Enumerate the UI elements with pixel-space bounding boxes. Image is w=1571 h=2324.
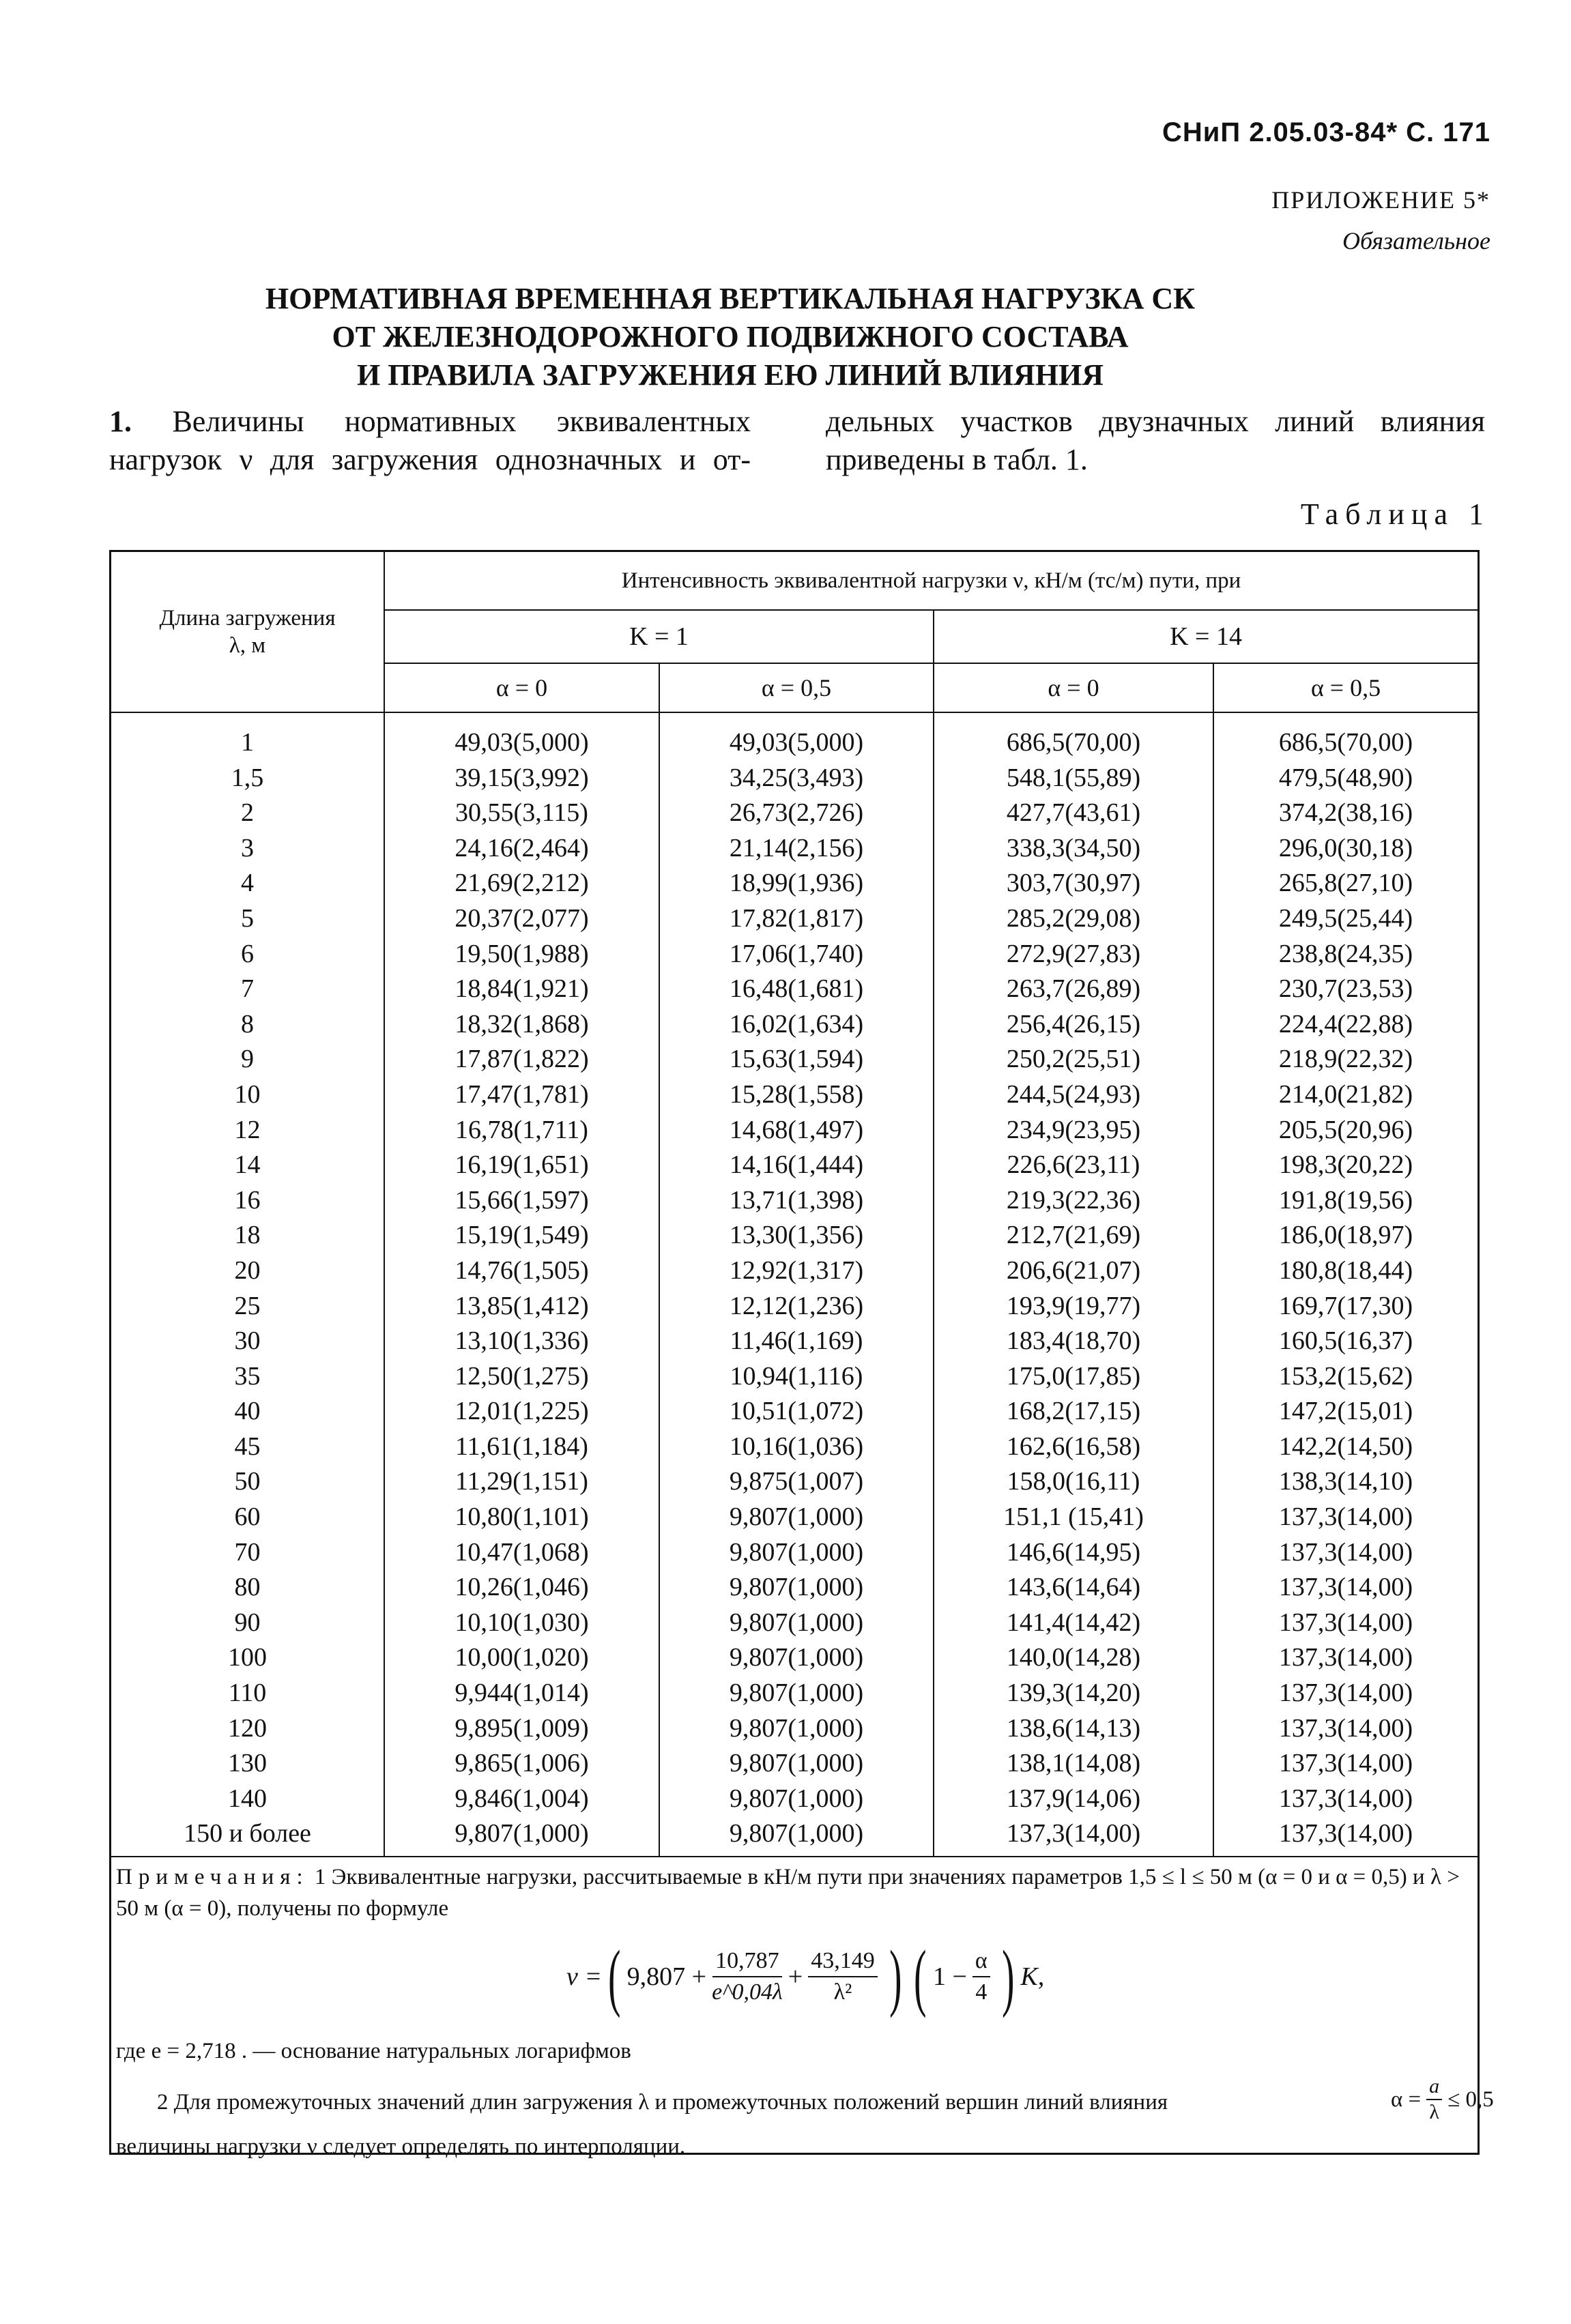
table-row xyxy=(111,1042,1478,1077)
table-row xyxy=(111,1640,1478,1676)
cell-value: 143,6(14,64) xyxy=(934,1570,1213,1606)
cell-length: 80 xyxy=(111,1570,384,1606)
cell-length: 18 xyxy=(111,1218,384,1253)
formula-frac-1: $\frac{10,787}{e\^{}0,04\lambda}$ xyxy=(712,1946,783,2007)
cell-value: 142,2(14,50) xyxy=(1213,1429,1478,1465)
cell-value: 212,7(21,69) xyxy=(934,1218,1213,1253)
table-row xyxy=(111,1711,1478,1747)
cell-value: 285,2(29,08) xyxy=(934,901,1213,937)
cell-value: 218,9(22,32) xyxy=(1213,1042,1478,1077)
cell-value: 10,00(1,020) xyxy=(384,1640,659,1676)
cell-value: 9,807(1,000) xyxy=(659,1570,934,1606)
cell-value: 265,8(27,10) xyxy=(1213,866,1478,901)
table-row xyxy=(111,866,1478,901)
cell-value: 198,3(20,22) xyxy=(1213,1148,1478,1183)
cell-value: 263,7(26,89) xyxy=(934,972,1213,1007)
table-row xyxy=(111,796,1478,831)
cell-value: 9,807(1,000) xyxy=(659,1711,934,1747)
cell-value: 138,3(14,10) xyxy=(1213,1464,1478,1500)
cell-value: 137,9(14,06) xyxy=(934,1782,1213,1817)
cell-value: 151,1 (15,41) xyxy=(934,1500,1213,1535)
cell-value: 15,28(1,558) xyxy=(659,1077,934,1113)
cell-length: 10 xyxy=(111,1077,384,1113)
cell-value: 9,807(1,000) xyxy=(659,1606,934,1641)
cell-value: 13,10(1,336) xyxy=(384,1324,659,1359)
cell-value: 137,3(14,00) xyxy=(1213,1570,1478,1606)
cell-value: 12,01(1,225) xyxy=(384,1394,659,1429)
cell-length: 25 xyxy=(111,1289,384,1324)
table-row xyxy=(111,1816,1478,1857)
cell-length: 120 xyxy=(111,1711,384,1747)
cell-value: 17,82(1,817) xyxy=(659,901,934,937)
table-row xyxy=(111,1535,1478,1571)
formula-where: где e = 2,718 . — основание натуральных логарифмов xyxy=(116,2039,631,2063)
cell-value: 13,71(1,398) xyxy=(659,1183,934,1219)
cell-value: 16,19(1,651) xyxy=(384,1148,659,1183)
cell-value: 160,5(16,37) xyxy=(1213,1324,1478,1359)
cell-value: 9,875(1,007) xyxy=(659,1464,934,1500)
cell-value: 250,2(25,51) xyxy=(934,1042,1213,1077)
table-row xyxy=(111,1676,1478,1711)
formula-frac-3: $\frac{\alpha}{4}$ xyxy=(972,1946,990,2007)
table-row xyxy=(111,1007,1478,1043)
table-row xyxy=(111,901,1478,937)
cell-value: 256,4(26,15) xyxy=(934,1007,1213,1043)
load-table xyxy=(111,552,1478,1857)
cell-length: 14 xyxy=(111,1148,384,1183)
cell-length: 1,5 xyxy=(111,761,384,796)
cell-value: 193,9(19,77) xyxy=(934,1289,1213,1324)
paragraph-left xyxy=(109,403,751,479)
cell-value: 138,6(14,13) xyxy=(934,1711,1213,1747)
cell-value: 162,6(16,58) xyxy=(934,1429,1213,1465)
col-header-length xyxy=(111,552,384,712)
notes-label: Примечания: xyxy=(116,1865,309,1889)
cell-value: 9,807(1,000) xyxy=(659,1535,934,1571)
cell-length: 40 xyxy=(111,1394,384,1429)
cell-length: 100 xyxy=(111,1640,384,1676)
cell-length: 9 xyxy=(111,1042,384,1077)
table-row xyxy=(111,1746,1478,1782)
formula-frac-2: $\frac{43,149}{\text{λ²}}$ xyxy=(808,1946,878,2007)
cell-value: 16,48(1,681) xyxy=(659,972,934,1007)
table-row xyxy=(111,1218,1478,1253)
cell-value: 338,3(34,50) xyxy=(934,831,1213,867)
table-row xyxy=(111,972,1478,1007)
cell-value: 686,5(70,00) xyxy=(1213,712,1478,761)
cell-value: 249,5(25,44) xyxy=(1213,901,1478,937)
cell-value: 141,4(14,42) xyxy=(934,1606,1213,1641)
cell-value: 17,87(1,822) xyxy=(384,1042,659,1077)
table-row xyxy=(111,1429,1478,1465)
cell-value: 137,3(14,00) xyxy=(1213,1782,1478,1817)
cell-value: 230,7(23,53) xyxy=(1213,972,1478,1007)
cell-value: 9,807(1,000) xyxy=(659,1676,934,1711)
cell-length: 4 xyxy=(111,866,384,901)
header-k1: K = 1 xyxy=(384,610,934,663)
cell-value: 9,846(1,004) xyxy=(384,1782,659,1817)
cell-value: 238,8(24,35) xyxy=(1213,937,1478,972)
cell-value: 137,3(14,00) xyxy=(1213,1535,1478,1571)
cell-value: 214,0(21,82) xyxy=(1213,1077,1478,1113)
cell-value: 19,50(1,988) xyxy=(384,937,659,972)
cell-value: 205,5(20,96) xyxy=(1213,1113,1478,1148)
cell-value: 26,73(2,726) xyxy=(659,796,934,831)
header-k14-alpha0: α = 0 xyxy=(934,663,1213,712)
cell-value: 153,2(15,62) xyxy=(1213,1359,1478,1395)
cell-value: 183,4(18,70) xyxy=(934,1324,1213,1359)
cell-value: 21,69(2,212) xyxy=(384,866,659,901)
table-row xyxy=(111,1148,1478,1183)
cell-value: 10,80(1,101) xyxy=(384,1500,659,1535)
note-2: 2 Для промежуточных значений длин загружения λ и промежуточных положений вершин линий влияния xyxy=(157,2090,1168,2115)
cell-value: 234,9(23,95) xyxy=(934,1113,1213,1148)
cell-value: 137,3(14,00) xyxy=(1213,1500,1478,1535)
header-k14-alpha05: α = 0,5 xyxy=(1213,663,1478,712)
cell-value: 374,2(38,16) xyxy=(1213,796,1478,831)
table-caption: Таблица 1 xyxy=(1300,497,1490,531)
cell-value: 15,66(1,597) xyxy=(384,1183,659,1219)
cell-value: 18,99(1,936) xyxy=(659,866,934,901)
cell-length: 90 xyxy=(111,1606,384,1641)
cell-value: 137,3(14,00) xyxy=(1213,1746,1478,1782)
note-1 xyxy=(116,1861,1474,1924)
cell-value: 9,944(1,014) xyxy=(384,1676,659,1711)
cell-value: 34,25(3,493) xyxy=(659,761,934,796)
table-row xyxy=(111,1359,1478,1395)
cell-value: 158,0(16,11) xyxy=(934,1464,1213,1500)
cell-value: 296,0(30,18) xyxy=(1213,831,1478,867)
cell-value: 206,6(21,07) xyxy=(934,1253,1213,1289)
cell-value: 39,15(3,992) xyxy=(384,761,659,796)
cell-value: 137,3(14,00) xyxy=(1213,1640,1478,1676)
cell-length: 140 xyxy=(111,1782,384,1817)
table-row xyxy=(111,1077,1478,1113)
cell-value: 14,68(1,497) xyxy=(659,1113,934,1148)
cell-value: 224,4(22,88) xyxy=(1213,1007,1478,1043)
cell-length: 150 и более xyxy=(111,1816,384,1857)
cell-length: 35 xyxy=(111,1359,384,1395)
formula: ν = ( 9,807 + $\frac{10,787}{e\^{}0,04\lambda}$ + $\frac{43,149}{\text{λ²}}$ ) ( 1 − $\frac{\alpha}{4}$ ) K, xyxy=(566,1935,1045,2018)
cell-value: 11,46(1,169) xyxy=(659,1324,934,1359)
cell-length: 130 xyxy=(111,1746,384,1782)
cell-value: 139,3(14,20) xyxy=(934,1676,1213,1711)
table-row xyxy=(111,1570,1478,1606)
cell-value: 168,2(17,15) xyxy=(934,1394,1213,1429)
paragraph-left-text: Величины нормативных эквивалентных нагрузок ν для загружения однозначных и от- xyxy=(109,405,751,476)
table-row xyxy=(111,1394,1478,1429)
cell-length: 6 xyxy=(111,937,384,972)
cell-value: 9,807(1,000) xyxy=(659,1782,934,1817)
table-row xyxy=(111,937,1478,972)
cell-value: 137,3(14,00) xyxy=(1213,1676,1478,1711)
cell-value: 9,807(1,000) xyxy=(659,1500,934,1535)
cell-value: 21,14(2,156) xyxy=(659,831,934,867)
cell-length: 30 xyxy=(111,1324,384,1359)
cell-value: 10,16(1,036) xyxy=(659,1429,934,1465)
cell-value: 20,37(2,077) xyxy=(384,901,659,937)
cell-value: 17,47(1,781) xyxy=(384,1077,659,1113)
cell-value: 11,61(1,184) xyxy=(384,1429,659,1465)
cell-value: 14,16(1,444) xyxy=(659,1148,934,1183)
cell-value: 10,10(1,030) xyxy=(384,1606,659,1641)
table-row xyxy=(111,1113,1478,1148)
cell-value: 9,807(1,000) xyxy=(659,1816,934,1857)
cell-value: 12,12(1,236) xyxy=(659,1289,934,1324)
cell-value: 16,02(1,634) xyxy=(659,1007,934,1043)
cell-length: 2 xyxy=(111,796,384,831)
appendix-label: ПРИЛОЖЕНИЕ 5* xyxy=(1271,186,1490,214)
cell-value: 11,29(1,151) xyxy=(384,1464,659,1500)
cell-length: 7 xyxy=(111,972,384,1007)
table-row xyxy=(111,1782,1478,1817)
col-header-length-text: Длина загружения λ, м xyxy=(159,606,336,658)
title-line: НОРМАТИВНАЯ ВРЕМЕННАЯ ВЕРТИКАЛЬНАЯ НАГРУЗКА СК xyxy=(265,282,1196,315)
cell-value: 169,7(17,30) xyxy=(1213,1289,1478,1324)
cell-length: 8 xyxy=(111,1007,384,1043)
cell-length: 1 xyxy=(111,712,384,761)
table-row xyxy=(111,761,1478,796)
cell-value: 244,5(24,93) xyxy=(934,1077,1213,1113)
header-k1-alpha0: α = 0 xyxy=(384,663,659,712)
cell-value: 14,76(1,505) xyxy=(384,1253,659,1289)
cell-value: 9,865(1,006) xyxy=(384,1746,659,1782)
cell-value: 137,3(14,00) xyxy=(1213,1711,1478,1747)
title-line: ОТ ЖЕЛЕЗНОДОРОЖНОГО ПОДВИЖНОГО СОСТАВА xyxy=(332,320,1129,353)
cell-value: 180,8(18,44) xyxy=(1213,1253,1478,1289)
cell-value: 140,0(14,28) xyxy=(934,1640,1213,1676)
cell-value: 186,0(18,97) xyxy=(1213,1218,1478,1253)
table-row xyxy=(111,1464,1478,1500)
table-row xyxy=(111,1289,1478,1324)
cell-length: 3 xyxy=(111,831,384,867)
cell-value: 137,3(14,00) xyxy=(934,1816,1213,1857)
cell-length: 20 xyxy=(111,1253,384,1289)
cell-value: 49,03(5,000) xyxy=(384,712,659,761)
table-row xyxy=(111,1253,1478,1289)
header-k1-alpha05: α = 0,5 xyxy=(659,663,934,712)
cell-value: 17,06(1,740) xyxy=(659,937,934,972)
cell-length: 45 xyxy=(111,1429,384,1465)
cell-value: 10,26(1,046) xyxy=(384,1570,659,1606)
cell-length: 70 xyxy=(111,1535,384,1571)
cell-length: 16 xyxy=(111,1183,384,1219)
table-row xyxy=(111,1183,1478,1219)
formula-lhs: ν = xyxy=(566,1962,603,1991)
cell-value: 18,84(1,921) xyxy=(384,972,659,1007)
title-line: И ПРАВИЛА ЗАГРУЖЕНИЯ ЕЮ ЛИНИЙ ВЛИЯНИЯ xyxy=(356,358,1104,392)
header-k14: K = 14 xyxy=(934,610,1478,663)
cell-value: 15,19(1,549) xyxy=(384,1218,659,1253)
cell-value: 16,78(1,711) xyxy=(384,1113,659,1148)
cell-value: 138,1(14,08) xyxy=(934,1746,1213,1782)
cell-value: 9,807(1,000) xyxy=(384,1816,659,1857)
cell-value: 9,807(1,000) xyxy=(659,1746,934,1782)
cell-value: 49,03(5,000) xyxy=(659,712,934,761)
paragraph-number: 1. xyxy=(109,405,132,438)
mandatory-label: Обязательное xyxy=(1342,227,1490,255)
cell-value: 30,55(3,115) xyxy=(384,796,659,831)
cell-value: 175,0(17,85) xyxy=(934,1359,1213,1395)
cell-value: 13,85(1,412) xyxy=(384,1289,659,1324)
cell-value: 226,6(23,11) xyxy=(934,1148,1213,1183)
note-2-continuation: величины нагрузки ν следует определять по интерполяции. xyxy=(116,2134,686,2159)
formula-const: 9,807 + xyxy=(626,1962,707,1991)
cell-value: 548,1(55,89) xyxy=(934,761,1213,796)
cell-value: 12,50(1,275) xyxy=(384,1359,659,1395)
cell-value: 137,3(14,00) xyxy=(1213,1606,1478,1641)
paragraph-right: дельных участков двузначных линий влияния приведены в табл. 1. xyxy=(826,405,1485,476)
table-row xyxy=(111,712,1478,761)
cell-value: 9,807(1,000) xyxy=(659,1640,934,1676)
cell-value: 479,5(48,90) xyxy=(1213,761,1478,796)
cell-value: 427,7(43,61) xyxy=(934,796,1213,831)
cell-value: 9,895(1,009) xyxy=(384,1711,659,1747)
cell-value: 686,5(70,00) xyxy=(934,712,1213,761)
table-row xyxy=(111,1606,1478,1641)
cell-value: 147,2(15,01) xyxy=(1213,1394,1478,1429)
document-title xyxy=(171,280,1290,394)
table-row xyxy=(111,1324,1478,1359)
cell-value: 13,30(1,356) xyxy=(659,1218,934,1253)
cell-value: 18,32(1,868) xyxy=(384,1007,659,1043)
cell-length: 110 xyxy=(111,1676,384,1711)
cell-length: 60 xyxy=(111,1500,384,1535)
cell-length: 50 xyxy=(111,1464,384,1500)
cell-value: 219,3(22,36) xyxy=(934,1183,1213,1219)
cell-value: 24,16(2,464) xyxy=(384,831,659,867)
cell-value: 10,94(1,116) xyxy=(659,1359,934,1395)
table-row xyxy=(111,1500,1478,1535)
cell-value: 137,3(14,00) xyxy=(1213,1816,1478,1857)
group-header: Интенсивность эквивалентной нагрузки ν, кН/м (тс/м) пути, при xyxy=(384,552,1478,610)
cell-length: 5 xyxy=(111,901,384,937)
note-2-formula: α = $\frac{a}{\lambda}$ ≤ 0,5 xyxy=(1391,2075,1494,2123)
cell-value: 10,51(1,072) xyxy=(659,1394,934,1429)
cell-value: 10,47(1,068) xyxy=(384,1535,659,1571)
cell-value: 272,9(27,83) xyxy=(934,937,1213,972)
cell-length: 12 xyxy=(111,1113,384,1148)
cell-value: 303,7(30,97) xyxy=(934,866,1213,901)
cell-value: 146,6(14,95) xyxy=(934,1535,1213,1571)
note-1-text: 1 Эквивалентные нагрузки, рассчитываемые в кН/м пути при значениях параметров 1,5 ≤ l ≤ 50 м (α = 0 и α = 0,5) и λ > 50 м (α = 0), получены по формуле xyxy=(116,1865,1460,1921)
page-header: СНиП 2.05.03-84* С. 171 xyxy=(1162,117,1490,147)
cell-value: 15,63(1,594) xyxy=(659,1042,934,1077)
cell-value: 191,8(19,56) xyxy=(1213,1183,1478,1219)
table-row xyxy=(111,831,1478,867)
cell-value: 12,92(1,317) xyxy=(659,1253,934,1289)
